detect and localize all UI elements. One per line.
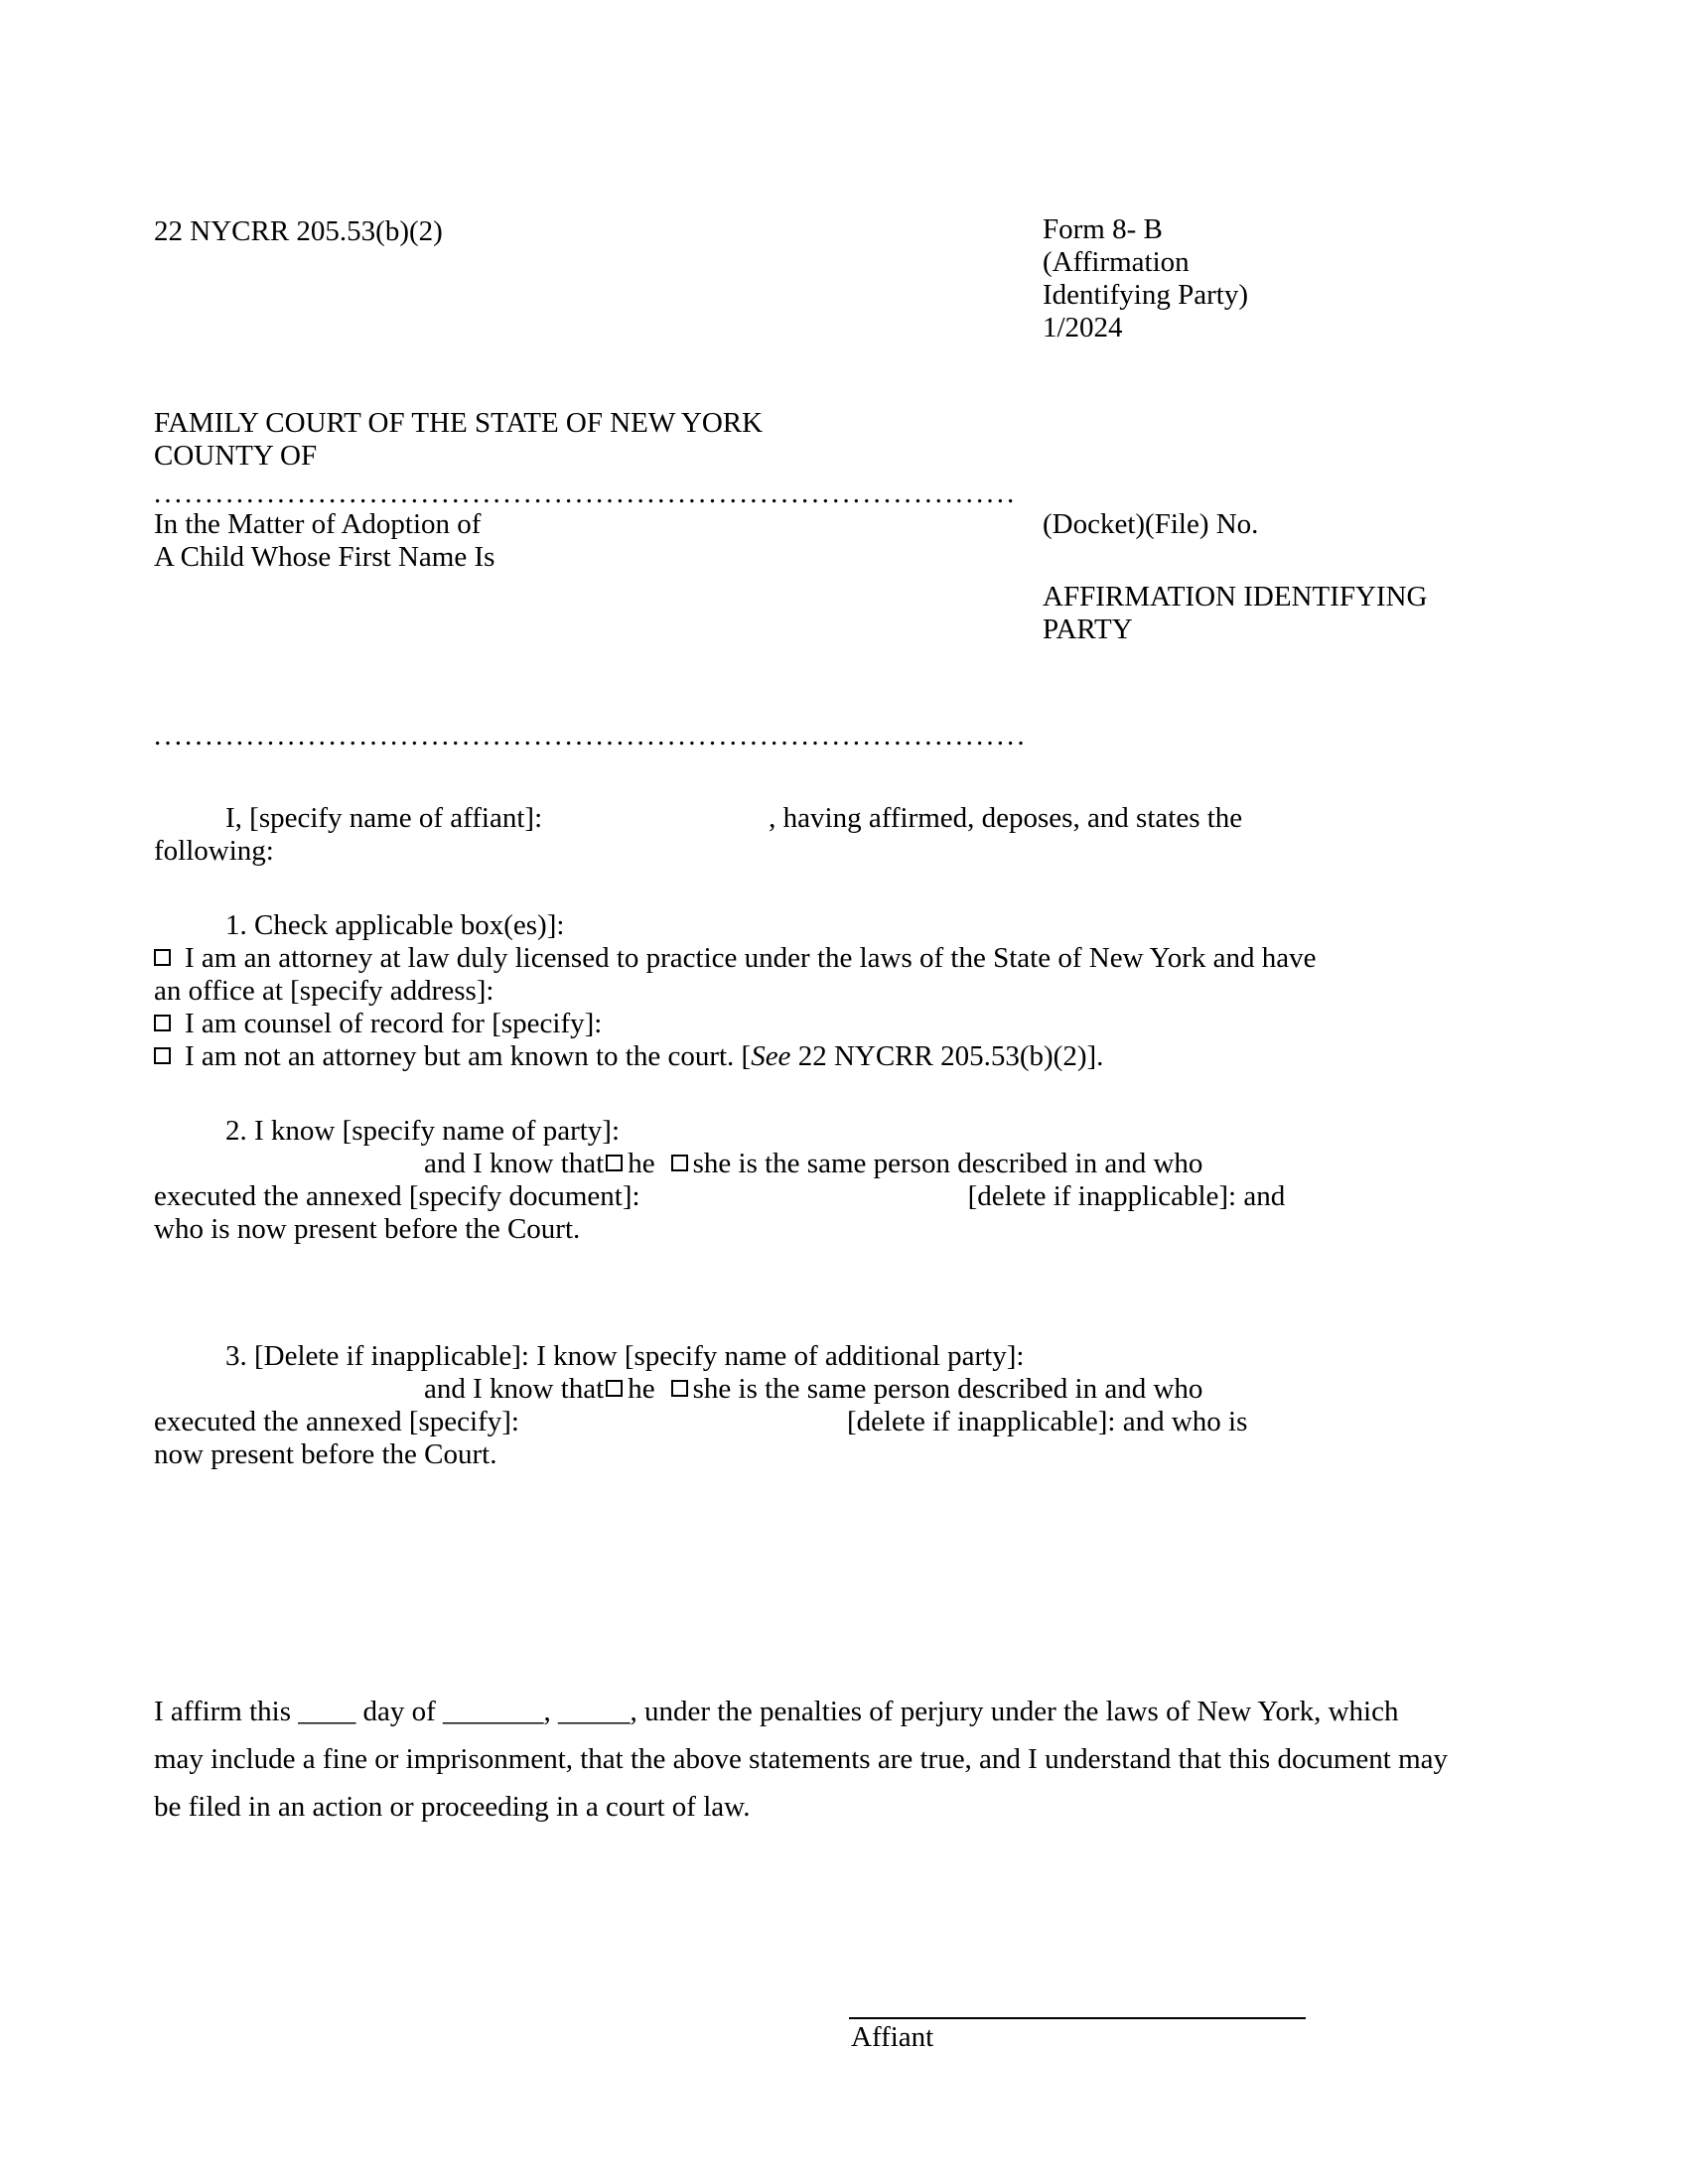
option-attorney-licensed-line-2: an office at [specify address]: [154,975,494,1007]
affirmation-title-line-1: AFFIRMATION IDENTIFYING [1043,581,1428,613]
paragraph-3-line-2-lead: and I know that [424,1373,605,1405]
paragraph-3 [154,1340,1514,1471]
affirmation-title-line-2: PARTY [1043,614,1133,645]
caption-right-block [1043,508,1499,646]
paragraph-3-line-3-tail: [delete if inapplicable]: and who is [846,1406,1248,1437]
paragraph-2-line-4: who is now present before the Court. [154,1213,581,1245]
document-header [154,213,1514,362]
paragraph-2-line-3-tail: [delete if inapplicable]: and [967,1180,1286,1212]
signature-line[interactable] [849,2017,1306,2019]
checkbox-attorney-licensed[interactable] [154,949,171,966]
see-citation-italic: See [751,1040,791,1072]
form-number: Form 8- B [1043,213,1163,245]
affiant-intro-paragraph [154,802,1514,868]
paragraph-2-line-2-lead: and I know that [424,1148,605,1179]
paragraph-2-line-2-tail: is the same person described in and who [738,1148,1203,1179]
paragraph-2-line-1: 2. I know [specify name of party]: [225,1115,621,1147]
checkbox-party-he[interactable] [606,1155,623,1171]
paragraph-2 [154,1115,1514,1246]
paragraph-3-line-3-lead: executed the annexed [specify]: [154,1406,519,1437]
paragraph-2-option-she: she [692,1148,732,1179]
checkbox-counsel-of-record[interactable] [154,1015,171,1031]
matter-line-2: A Child Whose First Name Is [154,541,495,573]
option-not-attorney-text: I am not an attorney but am known to the court. [ [185,1040,752,1072]
document-body [154,0,1514,2089]
checkbox-party-she[interactable] [671,1155,688,1171]
form-title-line-2: Identifying Party) [1043,279,1248,311]
paragraph-2-line-3-lead: executed the annexed [specify document]: [154,1180,640,1212]
option-attorney-licensed-line-1: I am an attorney at law duly licensed to practice under the laws of the State of New York and have [185,942,1317,974]
checkbox-additional-party-she[interactable] [671,1380,688,1397]
signature-block [154,1970,1514,2089]
affirmation-title [1043,581,1499,646]
checkbox-additional-party-he[interactable] [606,1380,623,1397]
affiant-intro-continuation: following: [154,835,274,867]
caption-block [154,508,1514,679]
affirmation-clause: I affirm this ____ day of _______, _____, under the penalties of perjury under the laws of New York, which may include a fine or imprisonment, that the above statements are true, and I understand that this document may be filed in an action or proceeding in a court of law. [154,1696,1449,1823]
county-label: COUNTY OF [154,440,318,472]
court-heading [154,407,1514,473]
form-revision-date: 1/2024 [1043,312,1123,343]
caption-separator-bottom: ..................................................................................... [154,721,1028,751]
option-not-attorney-citation: 22 NYCRR 205.53(b)(2)]. [790,1040,1104,1072]
docket-number-label: (Docket)(File) No. [1043,508,1259,540]
affiant-intro-tail: , having affirmed, deposes, and states the [769,802,1243,834]
paragraph-3-option-she: she [692,1373,732,1405]
paragraph-3-line-2-tail: is the same person described in and who [738,1373,1203,1405]
paragraph-2-option-he: he [628,1148,655,1179]
court-name: FAMILY COURT OF THE STATE OF NEW YORK [154,407,764,439]
paragraph-1-heading: 1. Check applicable box(es)]: [225,909,565,941]
paragraph-3-option-he: he [628,1373,655,1405]
option-counsel-of-record: I am counsel of record for [specify]: [185,1008,603,1039]
checkbox-not-attorney[interactable] [154,1047,171,1064]
paragraph-3-line-4: now present before the Court. [154,1438,497,1470]
signature-label: Affiant [851,2021,934,2053]
caption-separator-top: .................................................................................... [154,478,1018,508]
paragraph-3-line-1: 3. [Delete if inapplicable]: I know [specify name of additional party]: [225,1340,1025,1372]
form-title-line-1: (Affirmation [1043,246,1190,278]
regulation-citation: 22 NYCRR 205.53(b)(2) [154,215,443,247]
paragraph-1 [154,909,1514,1073]
matter-title [154,508,494,574]
affiant-name-prompt: I, [specify name of affiant]: [225,802,543,834]
matter-line-1: In the Matter of Adoption of [154,508,482,540]
form-identification-block [1043,213,1248,344]
